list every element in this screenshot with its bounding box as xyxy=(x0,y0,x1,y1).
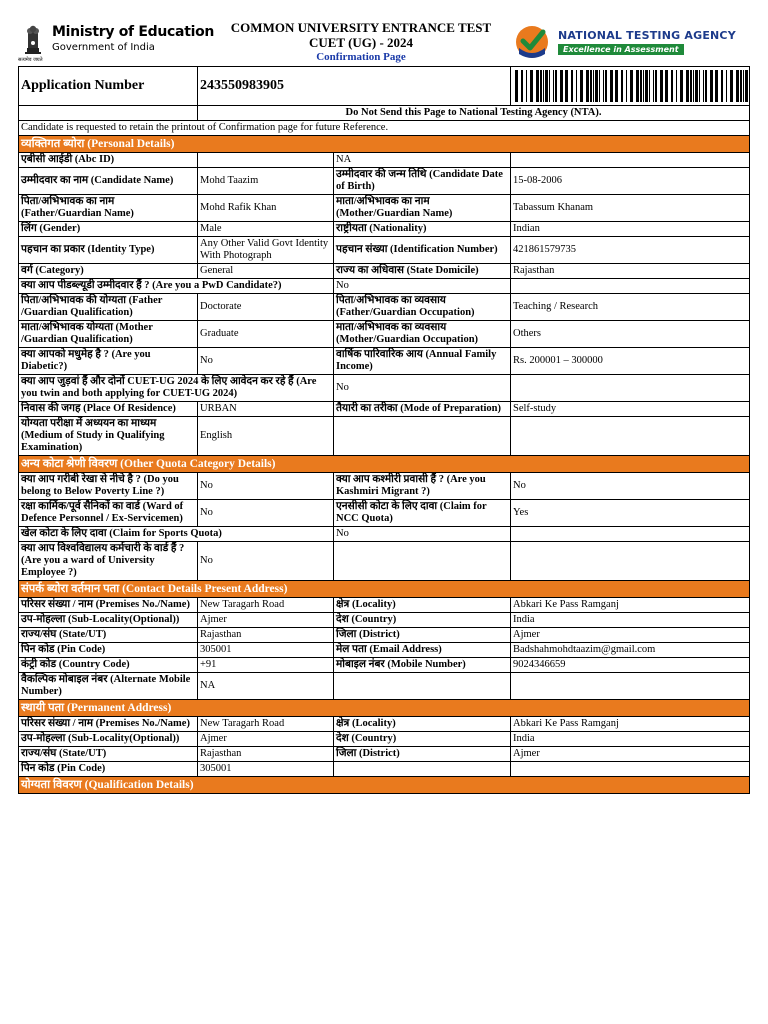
section-present-address xyxy=(19,581,750,598)
field-label: वर्ग (Category) xyxy=(19,264,198,279)
field-label: निवास की जगह (Place Of Residence) xyxy=(19,402,198,417)
table-row xyxy=(19,402,750,417)
section-title: अन्य कोटा श्रेणी विवरण (Other Quota Category Details) xyxy=(19,456,750,473)
field-label: एबीसी आईडी (Abc ID) xyxy=(19,153,198,168)
table-row xyxy=(19,222,750,237)
field-label: खेल कोटा के लिए दावा (Claim for Sports Quota) xyxy=(19,527,334,542)
state-value: Rajasthan xyxy=(198,747,334,762)
barcode-icon xyxy=(513,70,750,102)
state-value: Rajasthan xyxy=(198,628,334,643)
barcode-cell xyxy=(511,67,750,106)
country-value: India xyxy=(511,732,750,747)
field-label: योग्यता परीक्षा में अध्ययन का माध्यम (Medium of Study in Qualifying Examination) xyxy=(19,417,198,456)
field-label: राज्य/संघ (State/UT) xyxy=(19,628,198,643)
field-label: पिता/अभिभावक का व्यवसाय (Father/Guardian Occupation) xyxy=(334,294,511,321)
candidate-name-value: Mohd Taazim xyxy=(198,168,334,195)
abc-id-value: NA xyxy=(334,153,511,168)
agency-name: NATIONAL TESTING AGENCY xyxy=(558,29,736,42)
pin-code-value: 305001 xyxy=(198,762,334,777)
field-label: माता/अभिभावक का व्यवसाय (Mother/Guardian Occupation) xyxy=(334,321,511,348)
field-label: वार्षिक पारिवारिक आय (Annual Family Income) xyxy=(334,348,511,375)
table-row xyxy=(19,153,750,168)
confirmation-page xyxy=(18,0,749,794)
section-title: संपर्क ब्योरा वर्तमान पता (Contact Details Present Address) xyxy=(19,581,750,598)
section-title: योग्यता विवरण (Qualification Details) xyxy=(19,777,750,794)
field-label: तैयारी का तरीका (Mode of Preparation) xyxy=(334,402,511,417)
section-permanent-address xyxy=(19,700,750,717)
table-row xyxy=(19,673,750,700)
agency-tagline: Excellence in Assessment xyxy=(558,44,684,55)
table-row xyxy=(19,294,750,321)
defence-ward-value: No xyxy=(198,500,334,527)
field-label: क्या आपको मधुमेह है ? (Are you Diabetic?) xyxy=(19,348,198,375)
premises-value: New Taragarh Road xyxy=(198,717,334,732)
field-label: मोबाइल नंबर (Mobile Number) xyxy=(334,658,511,673)
field-label: पिता/अभिभावक की योग्यता (Father /Guardian Qualification) xyxy=(19,294,198,321)
exam-title-block xyxy=(206,20,516,65)
exam-title: COMMON UNIVERSITY ENTRANCE TEST xyxy=(230,20,492,35)
field-label: क्षेत्र (Locality) xyxy=(334,717,511,732)
gender-value: Male xyxy=(198,222,334,237)
table-row xyxy=(19,417,750,456)
mother-occupation-value: Others xyxy=(511,321,750,348)
mother-qualification-value: Graduate xyxy=(198,321,334,348)
country-code-value: +91 xyxy=(198,658,334,673)
application-number-label: Application Number xyxy=(19,67,198,106)
diabetic-value: No xyxy=(198,348,334,375)
kashmiri-migrant-value: No xyxy=(511,473,750,500)
field-label: कंट्री कोड (Country Code) xyxy=(19,658,198,673)
field-label: मेल पता (Email Address) xyxy=(334,643,511,658)
page-title: Confirmation Page xyxy=(316,51,406,63)
table-row xyxy=(19,237,750,264)
field-label: परिसर संख्या / नाम (Premises No./Name) xyxy=(19,598,198,613)
notice-row xyxy=(19,106,750,121)
table-row xyxy=(19,348,750,375)
table-row xyxy=(19,168,750,195)
table-row xyxy=(19,658,750,673)
table-row xyxy=(19,500,750,527)
table-row xyxy=(19,613,750,628)
field-label: क्या आप कश्मीरी प्रवासी हैं ? (Are you Kashmiri Migrant ?) xyxy=(334,473,511,500)
application-number-row xyxy=(19,67,750,106)
field-label: माता/अभिभावक योग्यता (Mother /Guardian Qualification) xyxy=(19,321,198,348)
table-row xyxy=(19,375,750,402)
field-label: राज्य का अधिवास (State Domicile) xyxy=(334,264,511,279)
field-label: परिसर संख्या / नाम (Premises No./Name) xyxy=(19,717,198,732)
pwd-value: No xyxy=(334,279,511,294)
field-label: वैकल्पिक मोबाइल नंबर (Alternate Mobile Number) xyxy=(19,673,198,700)
dob-value: 15-08-2006 xyxy=(511,168,750,195)
section-qualification-details xyxy=(19,777,750,794)
sublocality-value: Ajmer xyxy=(198,732,334,747)
mobile-value: 9024346659 xyxy=(511,658,750,673)
table-row xyxy=(19,747,750,762)
identity-type-value: Any Other Valid Govt Identity With Photograph xyxy=(198,237,334,264)
field-label: पहचान संख्या (Identification Number) xyxy=(334,237,511,264)
category-value: General xyxy=(198,264,334,279)
nationality-value: Indian xyxy=(511,222,750,237)
national-emblem-icon xyxy=(22,22,44,56)
field-label: क्या आप जुड़वां हैं और दोनों CUET-UG 2024 के लिए आवेदन कर रहे हैं (Are you twin and both applying for CUET-UG 2024) xyxy=(19,375,334,402)
government-name: Government of India xyxy=(52,42,155,53)
premises-value: New Taragarh Road xyxy=(198,598,334,613)
field-label: क्या आप पीडब्ल्यूडी उम्मीदवार हैं ? (Are you a PwD Candidate?) xyxy=(19,279,334,294)
sublocality-value: Ajmer xyxy=(198,613,334,628)
country-value: India xyxy=(511,613,750,628)
emblem-caption: सत्यमेव जयते xyxy=(18,57,43,63)
field-label: रक्षा कार्मिक/पूर्व सैनिकों का वार्ड (Ward of Defence Personnel / Ex-Servicemen) xyxy=(19,500,198,527)
bpl-value: No xyxy=(198,473,334,500)
university-ward-value: No xyxy=(198,542,334,581)
section-personal-details xyxy=(19,136,750,153)
residence-value: URBAN xyxy=(198,402,334,417)
section-title: व्यक्तिगत ब्योरा (Personal Details) xyxy=(19,136,750,153)
field-label: उप-मोहल्ला (Sub-Locality(Optional)) xyxy=(19,732,198,747)
locality-value: Abkari Ke Pass Ramganj xyxy=(511,598,750,613)
table-row xyxy=(19,628,750,643)
field-label: जिला (District) xyxy=(334,628,511,643)
field-label: उप-मोहल्ला (Sub-Locality(Optional)) xyxy=(19,613,198,628)
table-row xyxy=(19,195,750,222)
family-income-value: Rs. 200001 – 300000 xyxy=(511,348,750,375)
field-label: राज्य/संघ (State/UT) xyxy=(19,747,198,762)
exam-subtitle: CUET (UG) - 2024 xyxy=(308,35,414,50)
field-label: उम्मीदवार का नाम (Candidate Name) xyxy=(19,168,198,195)
identification-number-value: 421861579735 xyxy=(511,237,750,264)
preparation-value: Self-study xyxy=(511,402,750,417)
field-label: पहचान का प्रकार (Identity Type) xyxy=(19,237,198,264)
ministry-name: Ministry of Education xyxy=(52,24,215,40)
field-label: क्या आप विश्वविद्यालय कर्मचारी के वार्ड हैं ? (Are you a ward of University Employee ?) xyxy=(19,542,198,581)
table-row xyxy=(19,264,750,279)
retain-printout-instruction: Candidate is requested to retain the printout of Confirmation page for future Reference. xyxy=(19,121,750,136)
application-number-value: 243550983905 xyxy=(198,67,511,106)
field-label: लिंग (Gender) xyxy=(19,222,198,237)
field-label: एनसीसी कोटा के लिए दावा (Claim for NCC Quota) xyxy=(334,500,511,527)
table-row xyxy=(19,598,750,613)
table-row xyxy=(19,643,750,658)
district-value: Ajmer xyxy=(511,747,750,762)
table-row xyxy=(19,527,750,542)
nta-logo-icon xyxy=(514,24,550,60)
field-label: पिता/अभिभावक का नाम (Father/Guardian Name) xyxy=(19,195,198,222)
field-label: क्या आप गरीबी रेखा से नीचे है ? (Do you belong to Below Poverty Line ?) xyxy=(19,473,198,500)
table-row xyxy=(19,717,750,732)
medium-value: English xyxy=(198,417,334,456)
table-row xyxy=(19,279,750,294)
page-header xyxy=(18,0,749,66)
field-label: राष्ट्रीयता (Nationality) xyxy=(334,222,511,237)
father-qualification-value: Doctorate xyxy=(198,294,334,321)
table-row xyxy=(19,473,750,500)
alternate-mobile-value: NA xyxy=(198,673,334,700)
field-label: देश (Country) xyxy=(334,732,511,747)
email-value: Badshahmohdtaazim@gmail.com xyxy=(511,643,750,658)
table-row xyxy=(19,762,750,777)
table-row xyxy=(19,321,750,348)
father-name-value: Mohd Rafik Khan xyxy=(198,195,334,222)
father-occupation-value: Teaching / Research xyxy=(511,294,750,321)
sports-quota-value: No xyxy=(334,527,511,542)
twin-value: No xyxy=(334,375,511,402)
field-label: पिन कोड (Pin Code) xyxy=(19,643,198,658)
instruction-row xyxy=(19,121,750,136)
details-table xyxy=(18,66,750,794)
section-title: स्थायी पता (Permanent Address) xyxy=(19,700,750,717)
table-row xyxy=(19,542,750,581)
pin-code-value: 305001 xyxy=(198,643,334,658)
mother-name-value: Tabassum Khanam xyxy=(511,195,750,222)
field-label: पिन कोड (Pin Code) xyxy=(19,762,198,777)
district-value: Ajmer xyxy=(511,628,750,643)
table-row xyxy=(19,732,750,747)
field-label: क्षेत्र (Locality) xyxy=(334,598,511,613)
field-label: माता/अभिभावक का नाम (Mother/Guardian Name) xyxy=(334,195,511,222)
field-label: जिला (District) xyxy=(334,747,511,762)
field-label: देश (Country) xyxy=(334,613,511,628)
section-other-quota xyxy=(19,456,750,473)
field-label: उम्मीदवार की जन्म तिथि (Candidate Date of Birth) xyxy=(334,168,511,195)
ncc-quota-value: Yes xyxy=(511,500,750,527)
domicile-value: Rajasthan xyxy=(511,264,750,279)
do-not-send-notice: Do Not Send this Page to National Testing Agency (NTA). xyxy=(198,106,750,121)
locality-value: Abkari Ke Pass Ramganj xyxy=(511,717,750,732)
